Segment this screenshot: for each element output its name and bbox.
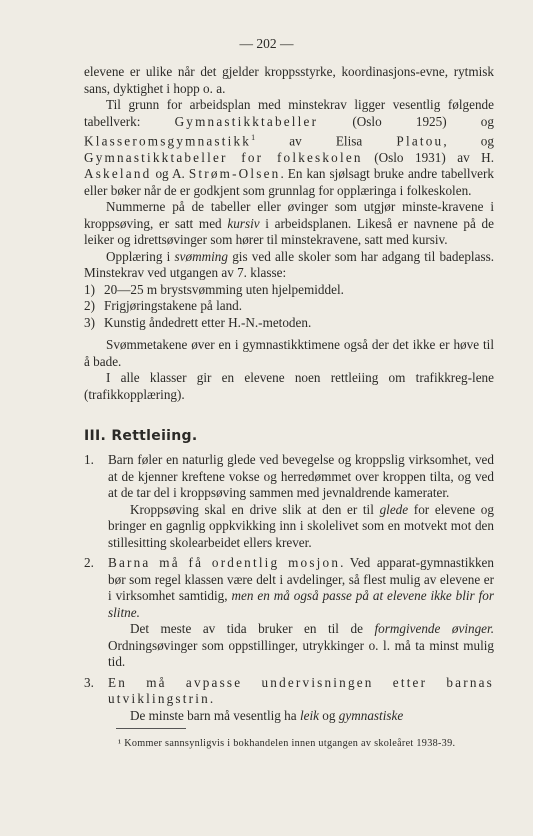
section-heading: III. Rettleiing. [84,428,198,444]
book-title-klasseromsgymnastikk: Klasseromsgymnastikk [84,133,252,149]
page-number: — 202 — [239,36,294,51]
guidance-item: 2. Barna må få ordentlig mosjon. Ved apparat-gymnastikken bør som regel klassen være delt i avdelinger, så flest mulig av elevene er i virksomhet samtidig, men en må også passe på at elevene ikke blir for slitne. Det meste av tida bruker en til de formgivende øvinger. Ordningsøvinger som oppstillinger, utrykkinger o. l. må ta minst mulig tid. [84,555,495,669]
guidance-list [84,452,494,724]
footnote-marker: 1 [251,133,256,142]
section-minimum-requirements [84,64,494,403]
paragraph-tables: Til grunn for arbeidsplan med minstekrav ligger vesentlig følgende tabellverk: Gymnastikktabeller (Oslo 1925) og Klasseromsgymnastikk$^1$ av Elisa Platou, og Gymnastikktabeller for folkeskolen (Oslo 1931) av H. Askeland og A. Strøm-Olsen. En kan sjølsagt bruke andre tabellverk eller bøker når de er godkjent som grunnlag for opplæringa i folkeskolen. [84,97,495,198]
guidance-item: 3. En må avpasse undervisningen etter barnas utviklingstrin. De minste barn må vesentlig ha leik og gymnastiske [84,674,494,723]
author-platou: Platou [396,133,444,149]
footnote: ¹ Kommer sannsynligvis i bokhandelen innen utgangen av skoleåret 1938-39. [118,738,456,749]
list-item: 2) Frigjøringstakene på land. [84,298,243,314]
book-title-folkeskolen: Gymnastikktabeller for folkeskolen [84,149,363,165]
author-strom-olsen: Strøm-Olsen [188,166,281,182]
guidance-item: 1. Barn føler en naturlig glede ved bevegelse og kroppslig virksomhet, ved at de kjenner kreftene vokse og herredømmet over kroppen tilta, og ved at de tar del i kroppsøving sammen med jevnaldrende kamerater. Kroppsøving skal en drive slik at den er til glede for elevene og bringer en gagnlig oppkvikking inn i skolelivet som en motvekt mot den stillesitting skolearbeidet ellers krever. [84,452,494,550]
author-askeland: Askeland [84,166,152,182]
swimming-requirements-list [84,282,494,332]
paragraph-continuation: elevene er ulike når det gjelder kroppsstyrke, koordinasjons-evne, rytmisk sans, dyktighet i hopp o. a. [84,64,494,96]
paragraph-swimming: Opplæring i svømming gis ved alle skoler som har adgang til badeplass. Minstekrav ved utgangen av 7. klasse: [84,248,495,281]
book-title-gymnastikktabeller: Gymnastikktabeller [174,113,319,129]
list-item: 1) 20—25 m brystsvømming uten hjelpemiddel. [84,281,344,297]
footnote-divider [116,728,186,729]
list-item: 3) Kunstig åndedrett etter H.-N.-metoden. [84,314,312,330]
paragraph-traffic: I alle klasser gir en elevene noen rettleiing om trafikkreg-lene (trafikkopplæring). [84,370,494,402]
paragraph-swim-strokes: Svømmetakene øver en i gymnastikktimene også der det ikke er høve til å bade. [84,337,494,369]
paragraph-italics-note: Nummerne på de tabeller eller øvinger som utgjør minste-kravene i kroppsøving, er satt med kursiv i arbeidsplanen. Likeså er navnene på de leiker og idrettsøvinger som hører til minstekravene, satt med kursiv. [84,199,495,248]
